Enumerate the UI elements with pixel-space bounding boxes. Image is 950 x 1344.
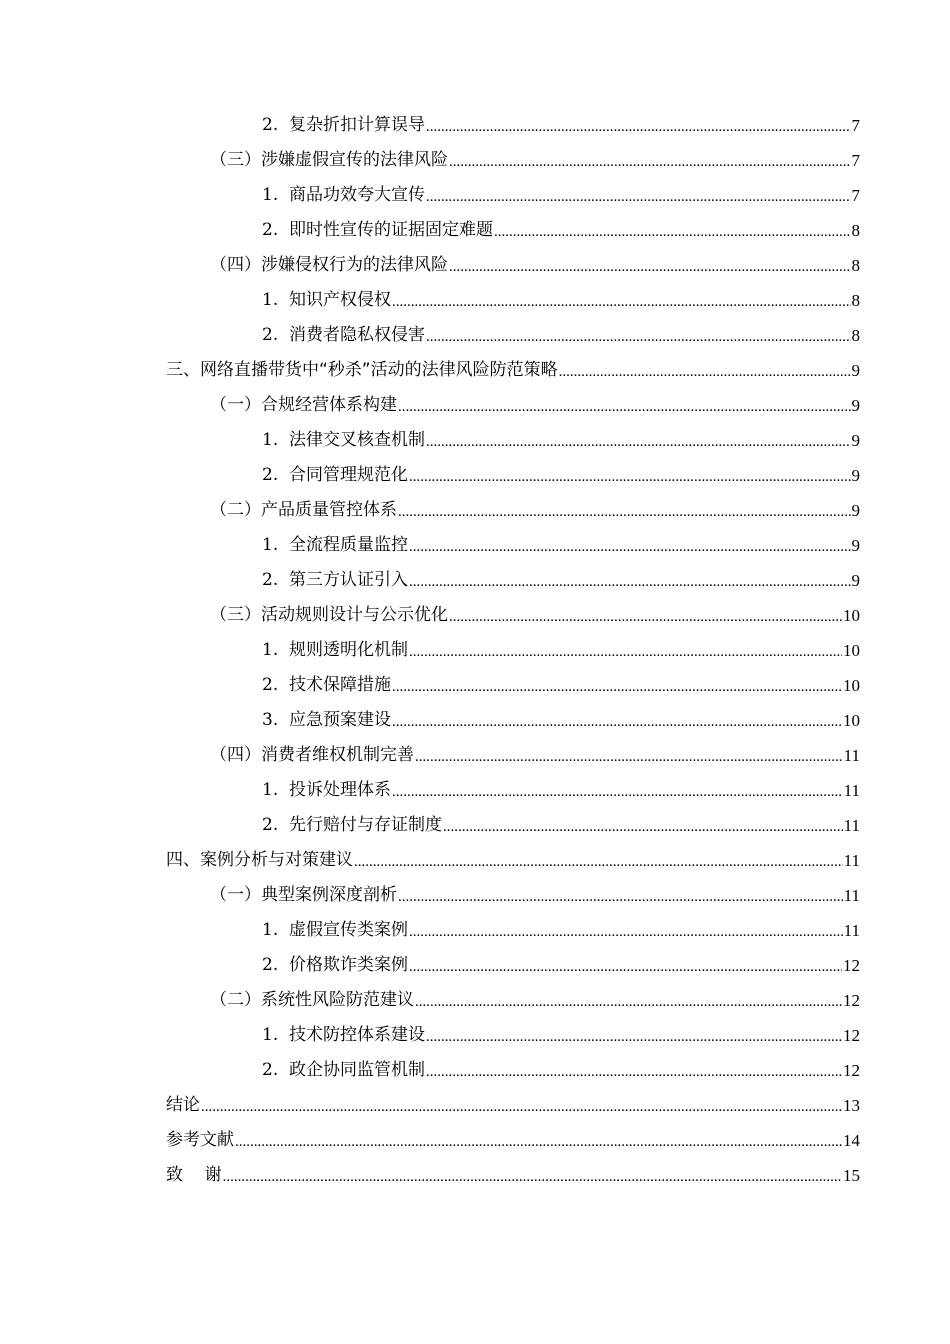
toc-entry-title: （二）产品质量管控体系 (210, 500, 397, 520)
toc-entry-page-number: 10 (843, 641, 860, 660)
dot-leader (426, 180, 850, 215)
toc-entry[interactable] (166, 913, 860, 948)
toc-entry-page-number: 12 (843, 1061, 860, 1080)
toc-entry[interactable] (166, 983, 860, 1018)
toc-entry-page-number: 12 (843, 991, 860, 1010)
dot-leader (354, 845, 843, 880)
toc-entry-title: （四）涉嫌侵权行为的法律风险 (210, 255, 448, 275)
toc-entry-title: （一）合规经营体系构建 (210, 395, 397, 415)
toc-entry[interactable] (166, 1018, 860, 1053)
toc-entry-page-number: 8 (851, 291, 860, 310)
toc-entry-page-number: 9 (851, 466, 860, 485)
dot-leader (398, 880, 843, 915)
toc-entry[interactable] (166, 633, 860, 668)
toc-entry-page-number: 9 (851, 361, 860, 380)
toc-entry[interactable] (166, 668, 860, 703)
toc-entry-title: （二）系统性风险防范建议 (210, 990, 414, 1010)
dot-leader (409, 915, 843, 950)
dot-leader (409, 635, 842, 670)
toc-entry-page-number: 10 (843, 711, 860, 730)
toc-entry-title: 2. 政企协同监管机制 (262, 1060, 426, 1080)
dot-leader (398, 495, 851, 530)
toc-entry-page-number: 8 (851, 221, 860, 240)
toc-entry[interactable] (166, 528, 860, 563)
toc-entry-page-number: 12 (843, 1026, 860, 1045)
toc-entry-title: 2. 第三方认证引入 (262, 570, 409, 590)
toc-entry-page-number: 9 (851, 431, 860, 450)
toc-entry[interactable] (166, 703, 860, 738)
toc-entry-title: （三）活动规则设计与公示优化 (210, 605, 448, 625)
dot-leader (235, 1125, 842, 1160)
toc-entry[interactable] (166, 563, 860, 598)
toc-entry-title: 致 谢 (166, 1165, 222, 1185)
toc-entry[interactable] (166, 458, 860, 493)
toc-entry-title: 2. 技术保障措施 (262, 675, 392, 695)
dot-leader (409, 950, 842, 985)
toc-entry[interactable] (166, 1053, 860, 1088)
toc-entry-title: 2. 复杂折扣计算误导 (262, 115, 426, 135)
toc-entry[interactable] (166, 1088, 860, 1123)
dot-leader (426, 110, 850, 145)
dot-leader (415, 740, 843, 775)
toc-entry[interactable] (166, 948, 860, 983)
dot-leader (409, 565, 850, 600)
toc-entry[interactable] (166, 773, 860, 808)
toc-entry-title: （一）典型案例深度剖析 (210, 885, 397, 905)
toc-entry-title: （四）消费者维权机制完善 (210, 745, 414, 765)
toc-entry-page-number: 11 (843, 886, 860, 905)
toc-entry-title: 四、案例分析与对策建议 (166, 850, 353, 870)
toc-entry-title: 1. 全流程质量监控 (262, 535, 409, 555)
toc-entry-title: 3. 应急预案建设 (262, 710, 392, 730)
toc-entry-page-number: 14 (843, 1131, 860, 1150)
toc-entry-title: 2. 价格欺诈类案例 (262, 955, 409, 975)
table-of-contents (166, 108, 860, 1193)
toc-entry[interactable] (166, 598, 860, 633)
dot-leader (449, 145, 851, 180)
toc-entry[interactable] (166, 1123, 860, 1158)
toc-entry-page-number: 10 (843, 676, 860, 695)
toc-entry-page-number: 11 (843, 746, 860, 765)
toc-entry-page-number: 12 (843, 956, 860, 975)
dot-leader (392, 705, 842, 740)
toc-entry-title: 结论 (166, 1095, 200, 1115)
toc-entry[interactable] (166, 108, 860, 143)
toc-entry[interactable] (166, 353, 860, 388)
toc-entry[interactable] (166, 248, 860, 283)
toc-entry-title: （三）涉嫌虚假宣传的法律风险 (210, 150, 448, 170)
dot-leader (398, 390, 851, 425)
dot-leader (223, 1160, 842, 1195)
dot-leader (392, 670, 842, 705)
toc-entry-page-number: 13 (843, 1096, 860, 1115)
toc-entry[interactable] (166, 1158, 860, 1193)
toc-entry-page-number: 9 (851, 501, 860, 520)
toc-entry-page-number: 11 (843, 781, 860, 800)
toc-entry[interactable] (166, 318, 860, 353)
dot-leader (494, 215, 850, 250)
toc-entry-title: 三、网络直播带货中“秒杀”活动的法律风险防范策略 (166, 360, 558, 380)
toc-entry-title: 2. 消费者隐私权侵害 (262, 325, 426, 345)
toc-entry-title: 1. 商品功效夸大宣传 (262, 185, 426, 205)
toc-entry[interactable] (166, 493, 860, 528)
toc-entry-title: 参考文献 (166, 1130, 234, 1150)
dot-leader (426, 1020, 842, 1055)
dot-leader (559, 355, 851, 390)
toc-entry[interactable] (166, 808, 860, 843)
toc-entry-page-number: 10 (843, 606, 860, 625)
dot-leader (201, 1090, 842, 1125)
toc-entry[interactable] (166, 388, 860, 423)
toc-entry-title: 1. 法律交叉核查机制 (262, 430, 426, 450)
toc-entry-title: 2. 合同管理规范化 (262, 465, 409, 485)
toc-entry-title: 2. 先行赔付与存证制度 (262, 815, 443, 835)
toc-entry-page-number: 7 (851, 151, 860, 170)
dot-leader (392, 775, 843, 810)
toc-entry-page-number: 9 (851, 571, 860, 590)
dot-leader (409, 460, 850, 495)
dot-leader (449, 250, 851, 285)
dot-leader (443, 810, 843, 845)
toc-entry[interactable] (166, 423, 860, 458)
toc-entry-title: 1. 技术防控体系建设 (262, 1025, 426, 1045)
toc-entry[interactable] (166, 283, 860, 318)
dot-leader (426, 320, 850, 355)
toc-entry-page-number: 7 (851, 186, 860, 205)
toc-entry-title: 1. 规则透明化机制 (262, 640, 409, 660)
dot-leader (449, 600, 842, 635)
toc-entry-page-number: 11 (843, 851, 860, 870)
toc-entry[interactable] (166, 213, 860, 248)
dot-leader (426, 425, 850, 460)
toc-entry-page-number: 15 (843, 1166, 860, 1185)
toc-entry-page-number: 11 (843, 921, 860, 940)
dot-leader (426, 1055, 842, 1090)
toc-entry-page-number: 8 (851, 326, 860, 345)
toc-entry-page-number: 7 (851, 116, 860, 135)
toc-entry-title: 1. 投诉处理体系 (262, 780, 392, 800)
dot-leader (409, 530, 850, 565)
toc-entry-page-number: 9 (851, 536, 860, 555)
toc-entry-page-number: 8 (851, 256, 860, 275)
toc-entry-title: 1. 知识产权侵权 (262, 290, 392, 310)
toc-entry-page-number: 11 (843, 816, 860, 835)
toc-entry[interactable] (166, 738, 860, 773)
toc-entry-title: 2. 即时性宣传的证据固定难题 (262, 220, 494, 240)
toc-entry[interactable] (166, 843, 860, 878)
toc-entry[interactable] (166, 143, 860, 178)
toc-entry-title: 1. 虚假宣传类案例 (262, 920, 409, 940)
dot-leader (415, 985, 842, 1020)
toc-entry[interactable] (166, 178, 860, 213)
toc-entry-page-number: 9 (851, 396, 860, 415)
toc-entry[interactable] (166, 878, 860, 913)
dot-leader (392, 285, 850, 320)
